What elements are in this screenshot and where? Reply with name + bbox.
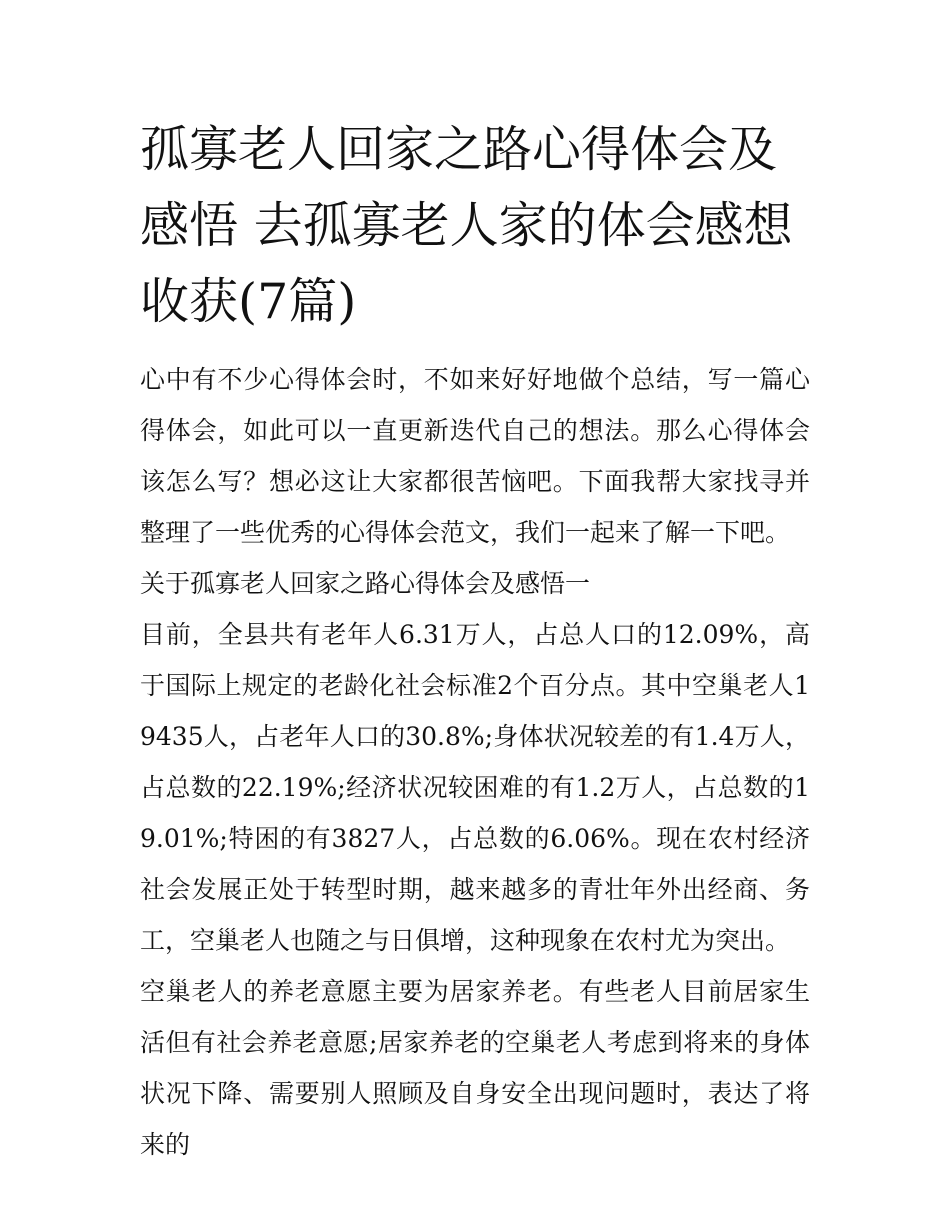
care-preference-paragraph: 空巢老人的养老意愿主要为居家养老。有些老人目前居家生活但有社会养老意愿;居家养老的空巢老人考虑到将来的身体状况下降、需要别人照顾及自身安全出现问题时，表达了将来的 bbox=[140, 977, 810, 1159]
statistics-paragraph: 目前，全县共有老年人6.31万人，占总人口的12.09%，高于国际上规定的老龄化社会标准2个百分点。其中空巢老人19435人，占老年人口的30.8%;身体状况较差的有1.4万人，占总数的22.19%;经济状况较困难的有1.2万人，占总数的19.01%;特困的有3827人，占总数的6.06%。现在农村经济社会发展正处于转型时期，越来越多的青壮年外出经商、务工，空巢老人也随之与日俱增，这种现象在农村尤为突出。 bbox=[140, 620, 810, 955]
document-body bbox=[140, 112, 810, 1170]
intro-paragraph: 心中有不少心得体会时，不如来好好地做个总结，写一篇心得体会，如此可以一直更新迭代自己的想法。那么心得体会该怎么写？想必这让大家都很苦恼吧。下面我帮大家找寻并整理了一些优秀的心得体会范文，我们一起来了解一下吧。 bbox=[140, 365, 810, 547]
section-heading: 关于孤寡老人回家之路心得体会及感悟一 bbox=[140, 569, 591, 598]
document-title: 孤寡老人回家之路心得体会及感悟 去孤寡老人家的体会感想收获(7篇) bbox=[140, 121, 793, 330]
